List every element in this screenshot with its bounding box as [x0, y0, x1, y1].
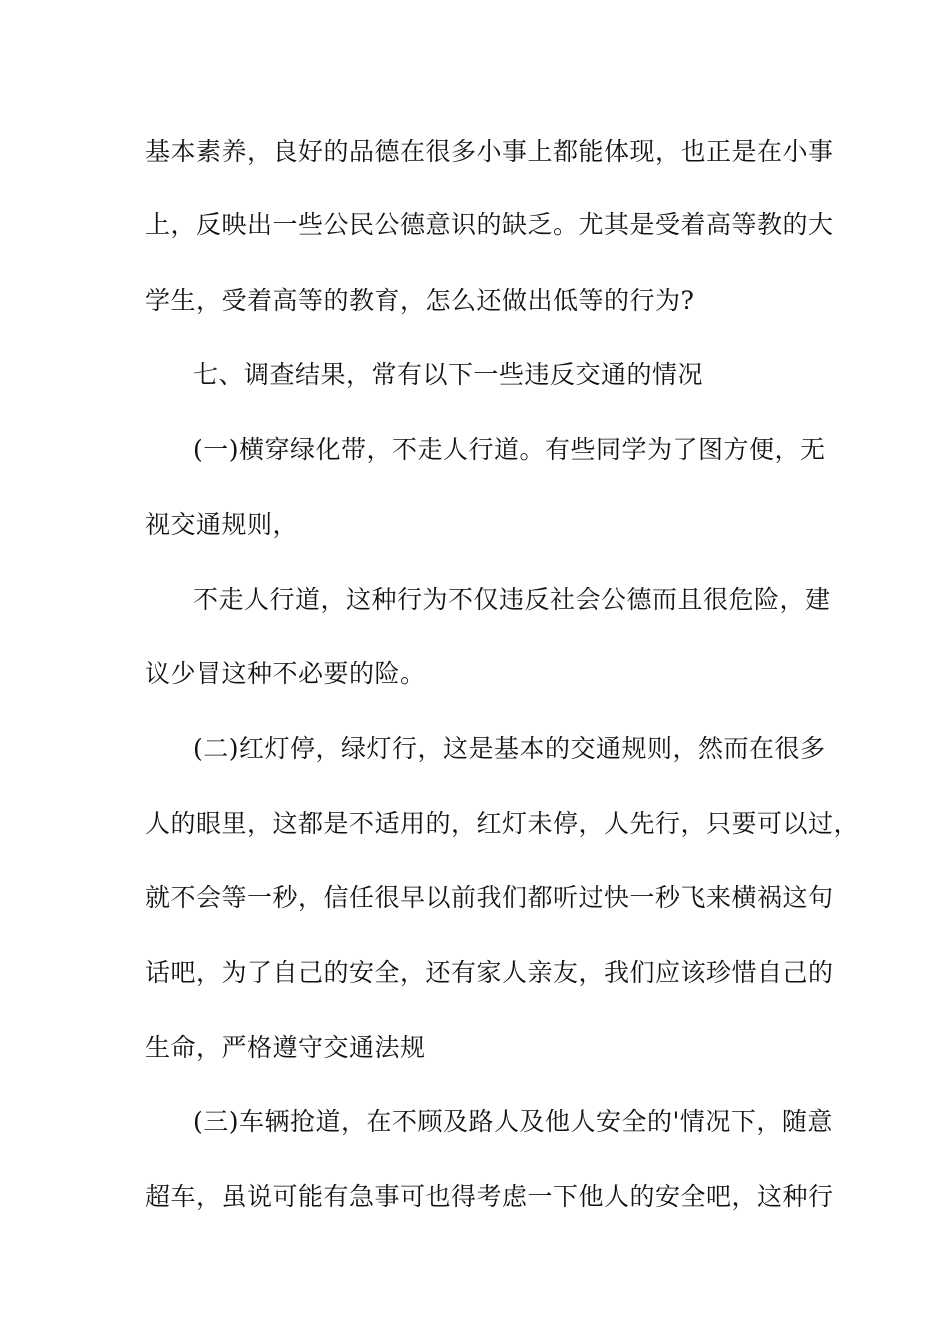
paragraph-line: (一)横穿绿化带，不走人行道。有些同学为了图方便，无	[193, 435, 826, 464]
paragraph-line: 视交通规则，	[145, 510, 299, 539]
paragraph-line: 就不会等一秒，信任很早以前我们都听过快一秒飞来横祸这句	[145, 883, 834, 912]
paragraph-line: 学生，受着高等的教育，怎么还做出低等的行为?	[145, 286, 695, 315]
paragraph-line: 议少冒这种不必要的险。	[145, 659, 426, 688]
paragraph-line: 话吧，为了自己的安全，还有家人亲友，我们应该珍惜自己的	[145, 958, 834, 987]
paragraph-line: 人的眼里，这都是不适用的，红灯未停，人先行，只要可以过，	[145, 809, 860, 838]
paragraph-line: 基本素养，良好的品德在很多小事上都能体现，也正是在小事	[145, 137, 834, 166]
paragraph-line: (三)车辆抢道，在不顾及路人及他人安全的'情况下，随意	[193, 1107, 833, 1136]
paragraph-line: 超车，虽说可能有急事可也得考虑一下他人的安全吧，这种行	[145, 1182, 834, 1211]
paragraph-line: (二)红灯停，绿灯行，这是基本的交通规则，然而在很多	[193, 734, 826, 763]
section-heading: 七、调查结果，常有以下一些违反交通的情况	[193, 360, 704, 389]
paragraph-line: 生命，严格遵守交通法规	[145, 1033, 426, 1062]
paragraph-line: 不走人行道，这种行为不仅违反社会公德而且很危险，建	[193, 585, 831, 614]
paragraph-line: 上，反映出一些公民公德意识的缺乏。尤其是受着高等教的大	[145, 210, 834, 239]
